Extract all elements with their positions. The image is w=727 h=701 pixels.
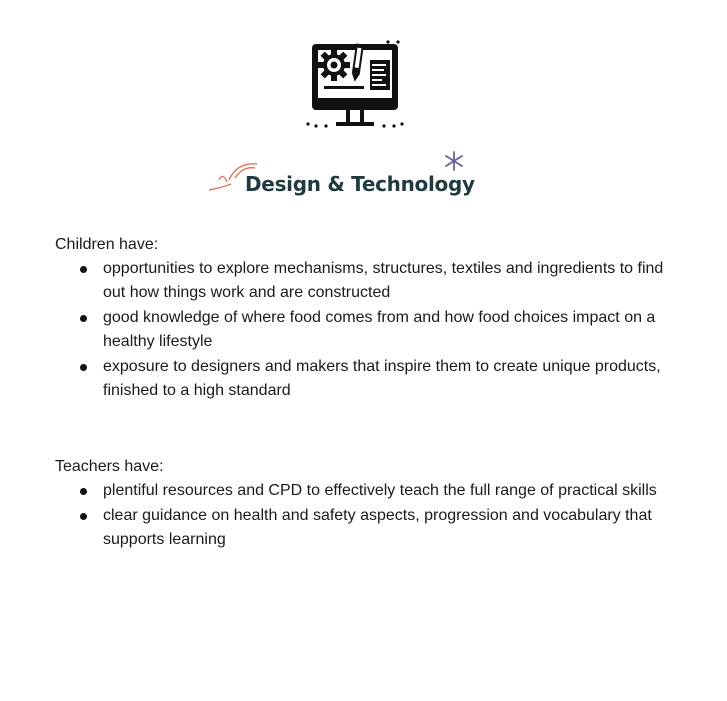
- list-item-text: clear guidance on health and safety aspects, progression and vocabulary that supports learning: [103, 507, 652, 548]
- list-item: [55, 306, 675, 354]
- list-item-text: opportunities to explore mechanisms, structures, textiles and ingredients to find out how things work and are constructed: [103, 260, 664, 301]
- computer-design-icon: [306, 38, 404, 134]
- bullet-icon: [80, 315, 87, 322]
- list-item: [55, 355, 675, 403]
- teachers-heading: Teachers have:: [55, 458, 164, 475]
- list-item-text: plentiful resources and CPD to effectively teach the full range of practical skills: [103, 482, 657, 499]
- teachers-section: [55, 455, 675, 553]
- bullet-icon: [80, 488, 87, 495]
- list-item: [55, 504, 675, 552]
- children-list: [55, 257, 675, 403]
- bullet-icon: [80, 364, 87, 371]
- children-section: [55, 233, 675, 404]
- list-item: [55, 479, 675, 503]
- children-heading: Children have:: [55, 236, 159, 253]
- bullet-icon: [80, 513, 87, 520]
- page-title: Design & Technology: [245, 172, 475, 196]
- title-block: [205, 148, 485, 208]
- purple-asterisk-icon: [443, 150, 465, 172]
- list-item: [55, 257, 675, 305]
- list-item-text: exposure to designers and makers that inspire them to create unique products, finished to a high standard: [103, 358, 661, 399]
- teachers-list: [55, 479, 675, 552]
- list-item-text: good knowledge of where food comes from and how food choices impact on a healthy lifestyle: [103, 309, 656, 350]
- bullet-icon: [80, 266, 87, 273]
